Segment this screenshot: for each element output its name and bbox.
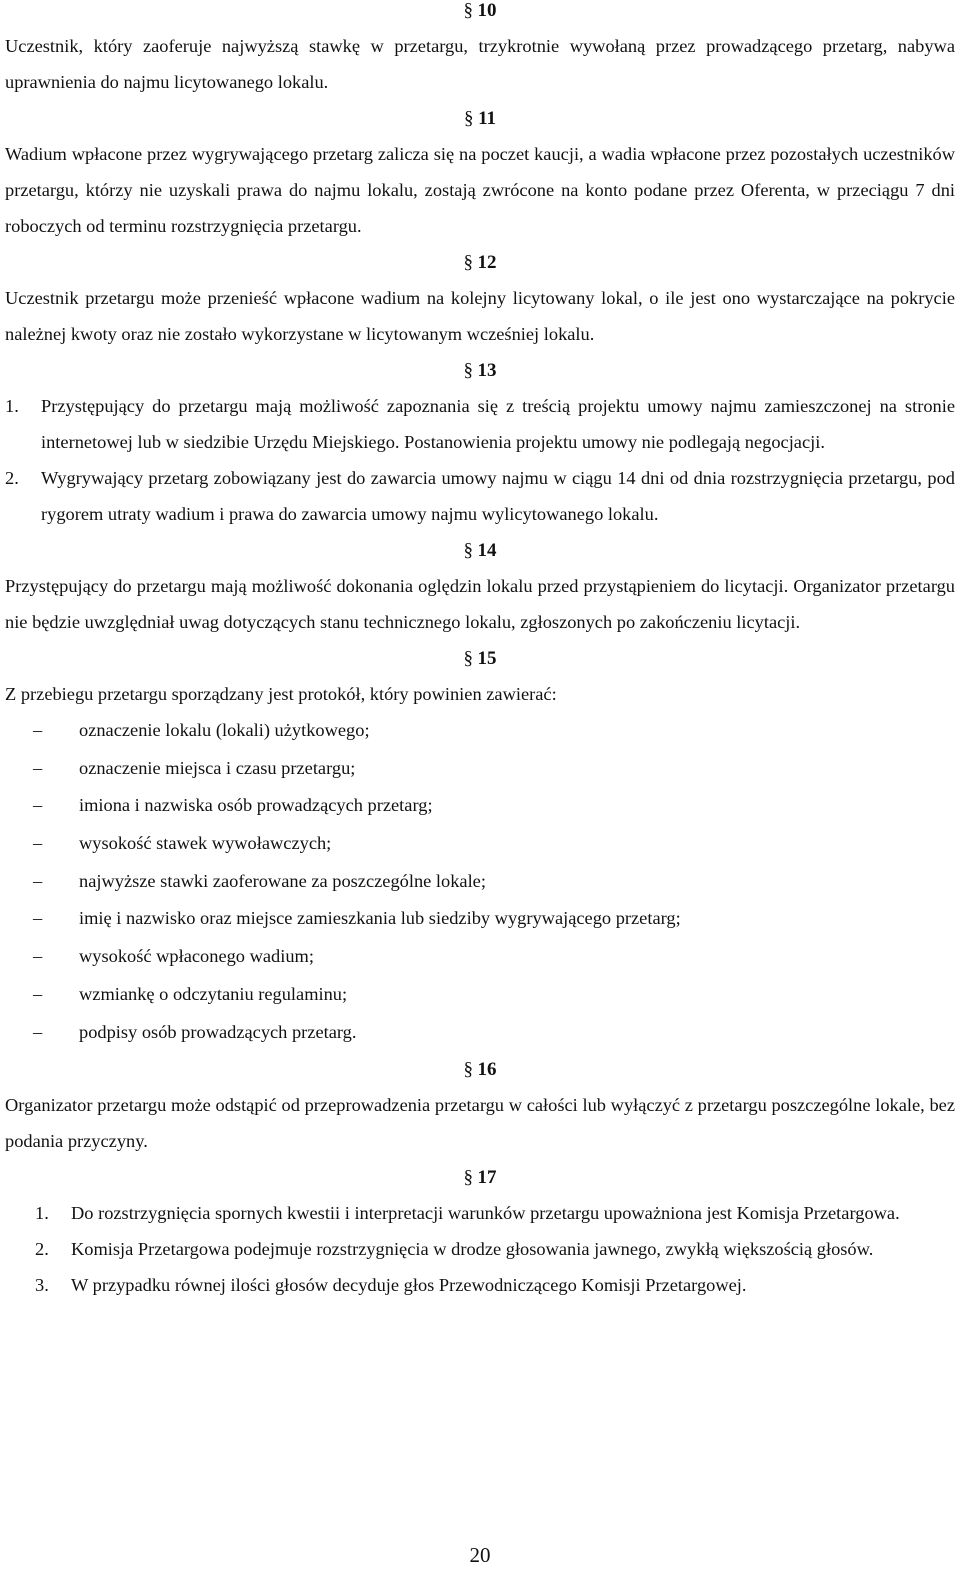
section-15-list	[5, 712, 955, 1051]
list-item	[5, 863, 955, 901]
section-number: 14	[477, 540, 497, 561]
section-number: 11	[478, 108, 497, 129]
section-heading-15	[5, 640, 955, 676]
section-heading-17	[5, 1159, 955, 1195]
list-item	[5, 388, 955, 460]
list-item	[5, 976, 955, 1014]
dash-bullet: –	[33, 908, 43, 929]
section-number: 16	[477, 1059, 497, 1081]
list-item	[5, 1231, 955, 1267]
section-symbol: §	[463, 108, 474, 129]
dash-bullet: –	[33, 870, 43, 891]
list-item	[5, 1195, 955, 1231]
list-item-number: 2.	[35, 1239, 49, 1260]
list-item-text: W przypadku równej ilości głosów decyduje głos Przewodniczącego Komisji Przetargowej.	[71, 1275, 747, 1296]
list-item	[5, 460, 955, 532]
dash-bullet: –	[33, 833, 43, 854]
list-item-text: Przystępujący do przetargu mają możliwość zapoznania się z treścią projektu umowy najmu zamieszczonej na stronie internetowej lub w siedzibie Urzędu Miejskiego. Postanowienia projektu umowy nie podlegają negocjacji.	[41, 396, 955, 452]
list-item-number: 1.	[5, 396, 19, 416]
section-17-list	[5, 1195, 955, 1303]
list-item	[5, 712, 955, 750]
list-item	[5, 938, 955, 976]
section-heading-13	[5, 352, 955, 388]
section-symbol: §	[463, 1059, 473, 1081]
list-item	[5, 900, 955, 938]
section-10-text: Uczestnik, który zaoferuje najwyższą stawkę w przetargu, trzykrotnie wywołaną przez prowadzącego przetarg, nabywa uprawnienia do najmu licytowanego lokalu.	[5, 36, 955, 92]
list-item-text: podpisy osób prowadzących przetarg.	[79, 1021, 357, 1042]
section-15-text: Z przebiegu przetargu sporządzany jest protokół, który powinien zawierać:	[5, 684, 557, 704]
section-11-text: Wadium wpłacone przez wygrywającego przetarg zalicza się na poczet kaucji, a wadia wpłacone przez pozostałych uczestników przetargu, którzy nie uzyskali prawa do najmu lokalu, zostają zwrócone na konto podane przez Oferenta, w przeciągu 7 dni roboczych od terminu rozstrzygnięcia przetargu.	[5, 144, 955, 236]
list-item-text: imiona i nazwiska osób prowadzących przetarg;	[79, 795, 433, 816]
section-13-list	[5, 388, 955, 532]
section-number: 15	[477, 648, 497, 669]
section-heading-10	[5, 0, 955, 28]
section-heading-16	[5, 1051, 955, 1087]
section-heading-11	[5, 100, 955, 136]
list-item	[5, 825, 955, 863]
list-item-text: oznaczenie miejsca i czasu przetargu;	[79, 757, 356, 778]
section-symbol: §	[463, 360, 473, 381]
list-item-text: Do rozstrzygnięcia spornych kwestii i interpretacji warunków przetargu upoważniona jest Komisja Przetargowa.	[71, 1203, 900, 1224]
list-item-text: wysokość stawek wywoławczych;	[79, 833, 332, 854]
list-item-number: 2.	[5, 468, 19, 488]
dash-bullet: –	[33, 720, 43, 740]
section-symbol: §	[463, 648, 473, 669]
dash-bullet: –	[33, 1021, 43, 1042]
list-item	[5, 1014, 955, 1052]
list-item-text: wzmiankę o odczytaniu regulaminu;	[79, 983, 348, 1004]
dash-bullet: –	[33, 757, 43, 778]
section-symbol: §	[463, 540, 473, 561]
section-16-text: Organizator przetargu może odstąpić od przeprowadzenia przetargu w całości lub wyłączyć z przetargu poszczególne lokale, bez podania przyczyny.	[5, 1095, 955, 1152]
list-item-text: oznaczenie lokalu (lokali) użytkowego;	[79, 720, 370, 740]
section-heading-14	[5, 532, 955, 568]
section-12-text: Uczestnik przetargu może przenieść wpłacone wadium na kolejny licytowany lokal, o ile jest ono wystarczające na pokrycie należnej kwoty oraz nie zostało wykorzystane w licytowanym wcześniej lokalu.	[5, 288, 955, 344]
section-number: 13	[477, 360, 497, 381]
dash-bullet: –	[33, 795, 43, 816]
dash-bullet: –	[33, 983, 43, 1004]
list-item-text: wysokość wpłaconego wadium;	[79, 946, 314, 967]
section-14-text: Przystępujący do przetargu mają możliwość dokonania oględzin lokalu przed przystąpieniem do licytacji. Organizator przetargu nie będzie uwzględniał uwag dotyczących stanu technicznego lokalu, zgłoszonych po zakończeniu licytacji.	[5, 576, 955, 632]
list-item-number: 3.	[35, 1275, 49, 1296]
document-page	[5, 0, 955, 1303]
list-item-number: 1.	[35, 1203, 49, 1224]
section-number: 12	[477, 252, 497, 273]
list-item-text: imię i nazwisko oraz miejsce zamieszkania lub siedziby wygrywającego przetarg;	[79, 908, 681, 929]
list-item-text: najwyższe stawki zaoferowane za poszczególne lokale;	[79, 870, 486, 891]
list-item	[5, 750, 955, 788]
section-symbol: §	[463, 0, 473, 21]
list-item	[5, 787, 955, 825]
page-number: 20	[469, 1543, 491, 1567]
section-number: 17	[477, 1167, 497, 1189]
section-heading-12	[5, 244, 955, 280]
section-symbol: §	[463, 252, 473, 273]
section-number: 10	[477, 0, 497, 21]
section-symbol: §	[463, 1167, 473, 1189]
dash-bullet: –	[33, 946, 43, 967]
list-item	[5, 1267, 955, 1303]
list-item-text: Komisja Przetargowa podejmuje rozstrzygnięcia w drodze głosowania jawnego, zwykłą większością głosów.	[71, 1239, 874, 1260]
list-item-text: Wygrywający przetarg zobowiązany jest do zawarcia umowy najmu w ciągu 14 dni od dnia rozstrzygnięcia przetargu, pod rygorem utraty wadium i prawa do zawarcia umowy najmu wylicytowanego lokalu.	[41, 468, 955, 524]
